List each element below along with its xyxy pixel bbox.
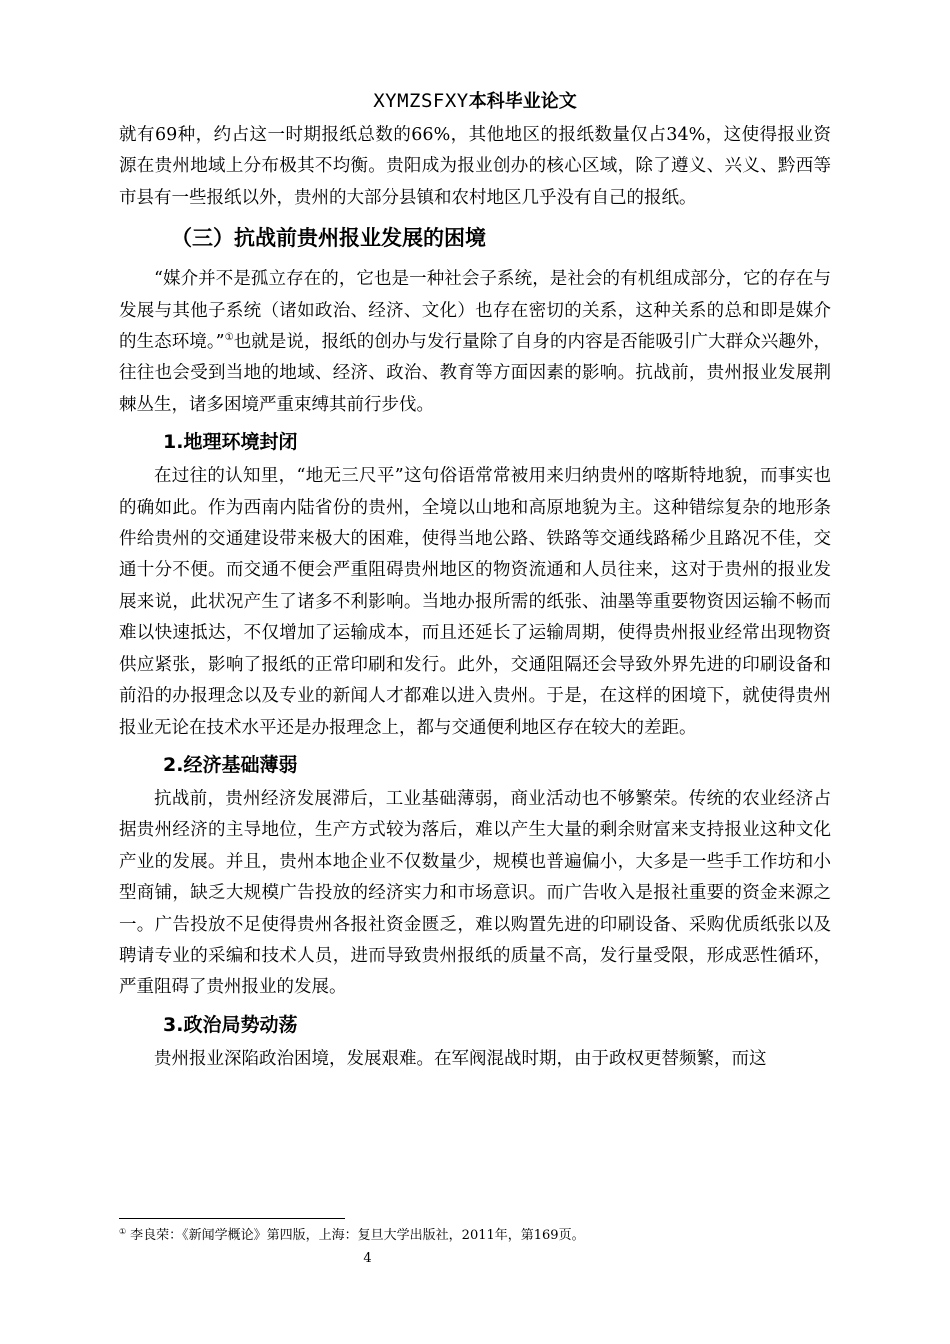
subsection-paragraph-politics: 贵州报业深陷政治困境，发展艰难。在军阀混战时期，由于政权更替频繁，而这 bbox=[154, 1048, 767, 1069]
subsection-title-economy: 2.经济基础薄弱 bbox=[163, 753, 298, 776]
subsection-title-politics: 3.政治局势动荡 bbox=[163, 1013, 298, 1036]
section-quote: “媒介并不是孤立存在的，它也是一种社会子系统，是社会的有机组成部分，它的存在与发展与其他子系统（诸如政治、经济、文化）也存在密切的关系，这种关系的总和即是媒介的生态环境。” bbox=[119, 269, 831, 353]
footnote-mark: ① bbox=[119, 1226, 127, 1236]
header-code: XYMZSFXY bbox=[373, 90, 469, 112]
footnote bbox=[119, 1226, 831, 1246]
subsection-paragraph-geography: 在过往的认知里，“地无三尺平”这句俗语常常被用来归纳贵州的喀斯特地貌，而事实也的确如此。作为西南内陆省份的贵州，全境以山地和高原地貌为主。这种错综复杂的地形条件给贵州的交通建设带来极大的困难，使得当地公路、铁路等交通线路稀少且路况不佳，交通十分不便。而交通不便会严重阻碍贵州地区的物资流通和人员往来，这对于贵州的报业发展来说，此状况产生了诸多不利影响。当地办报所需的纸张、油墨等重要物资因运输不畅而难以快速抵达，不仅增加了运输成本，而且还延长了运输周期，使得贵州报业经常出现物资供应紧张，影响了报纸的正常印刷和发行。此外，交通阻隔还会导致外界先进的印刷设备和前沿的办报理念以及专业的新闻人才都难以进入贵州。于是，在这样的困境下，就使得贵州报业无论在技术水平还是办报理念上，都与交通便利地区存在较大的差距。 bbox=[119, 466, 831, 738]
subsection-title-geography: 1.地理环境封闭 bbox=[163, 431, 298, 454]
section-paragraph-rest: 也就是说，报纸的创办与发行量除了自身的内容是否能吸引广大群众兴趣外，往往也会受到当地的地域、经济、政治、教育等方面因素的影响。抗战前，贵州报业发展荆棘丛生，诸多困境严重束缚其前行步伐。 bbox=[119, 332, 832, 415]
footnote-divider bbox=[119, 1218, 345, 1219]
main-content bbox=[119, 120, 831, 1075]
section-title: （三）抗战前贵州报业发展的困境 bbox=[171, 226, 486, 251]
footnote-reference[interactable]: ① bbox=[224, 332, 234, 344]
page-header bbox=[0, 86, 950, 117]
section-paragraph bbox=[119, 264, 831, 421]
header-title: 本科毕业论文 bbox=[468, 91, 577, 112]
subsection-paragraph-economy: 抗战前，贵州经济发展滞后，工业基础薄弱，商业活动也不够繁荣。传统的农业经济占据贵州经济的主导地位，生产方式较为落后，难以产生大量的剩余财富来支持报业这种文化产业的发展。并且，贵州本地企业不仅数量少，规模也普遍偏小，大多是一些手工作坊和小型商铺，缺乏大规模广告投放的经济实力和市场意识。而广告收入是报社重要的资金来源之一。广告投放不足使得贵州各报社资金匮乏，难以购置先进的印刷设备、采购优质纸张以及聘请专业的采编和技术人员，进而导致贵州报纸的质量不高，发行量受限，形成恶性循环，严重阻碍了贵州报业的发展。 bbox=[119, 788, 831, 998]
page-number: 4 bbox=[363, 1251, 372, 1266]
footnote-text: 李良荣：《新闻学概论》第四版，上海：复旦大学出版社，2011年，第169页。 bbox=[130, 1228, 585, 1243]
intro-paragraph: 就有69种，约占这一时期报纸总数的66%，其他地区的报纸数量仅占34%，这使得报业资源在贵州地域上分布极其不均衡。贵阳成为报业创办的核心区域，除了遵义、兴义、黔西等市县有一些报纸以外，贵州的大部分县镇和农村地区几乎没有自己的报纸。 bbox=[119, 125, 831, 208]
